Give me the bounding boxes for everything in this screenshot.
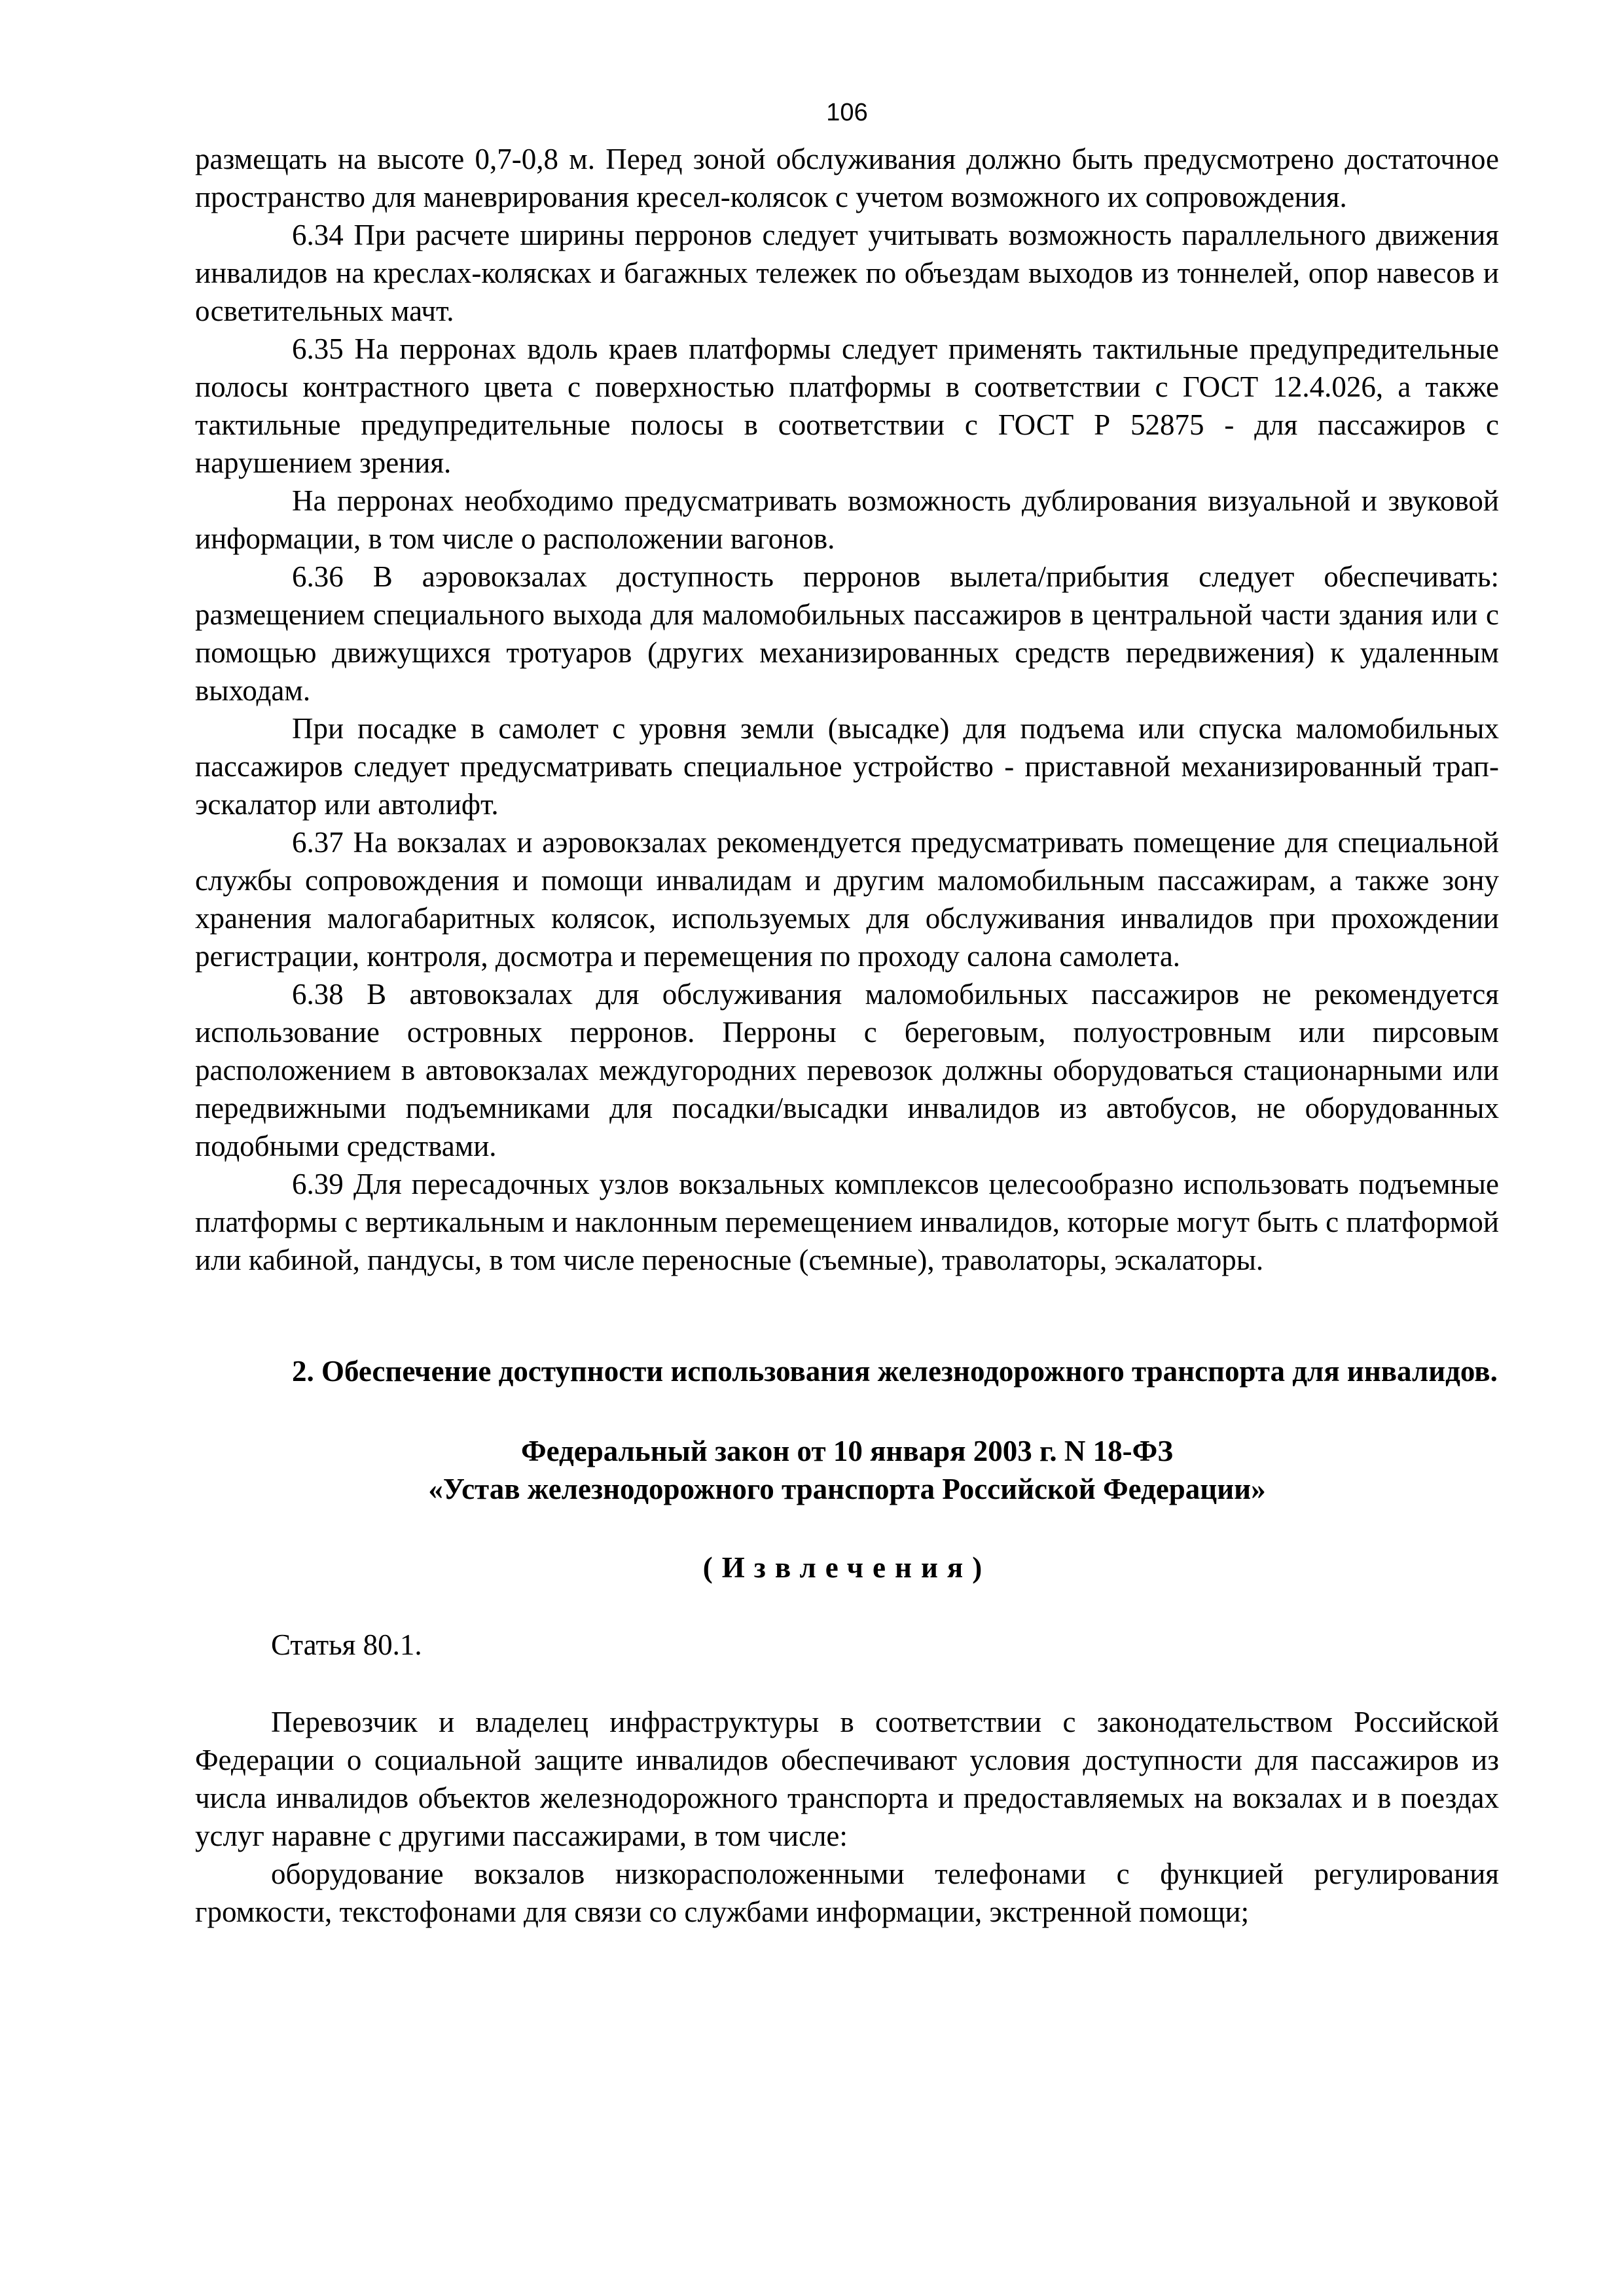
document-page [195, 97, 1499, 1931]
article-label: Статья 80.1. [271, 1628, 422, 1661]
law-title [195, 1432, 1499, 1508]
paragraph-6-36-boarding: При посадке в самолет с уровня земли (высадке) для подъема или спуска маломобильных пассажиров следует предусматривать специальное устройство - приставной механизированный трап-эскалатор или автолифт. [195, 712, 1499, 821]
paragraph-6-34: 6.34 При расчете ширины перронов следует учитывать возможность параллельного движения инвалидов на креслах-колясках и багажных тележек по объездам выходов из тоннелей, опор навесов и осветительных мачт. [195, 219, 1499, 327]
law-title-line-2: «Устав железнодорожного транспорта Российской Федерации» [428, 1473, 1266, 1505]
section-heading: 2. Обеспечение доступности использования железнодорожного транспорта для инвалидов. [292, 1355, 1498, 1388]
article-paragraph-equipment: оборудование вокзалов низкорасположенными телефонами с функцией регулирования громкости, текстофонами для связи со службами информации, экстренной помощи; [195, 1857, 1499, 1928]
paragraph-6-38: 6.38 В автовокзалах для обслуживания маломобильных пассажиров не рекомендуется использование островных перронов. Перроны с береговым, полуостровным или пирсовым расположением в автовокзалах междугородних перевозок должны оборудоваться стационарными или передвижными подъемниками для посадки/высадки инвалидов из автобусов, не оборудованных подобными средствами. [195, 978, 1499, 1162]
paragraph-6-35: 6.35 На перронах вдоль краев платформы следует применять тактильные предупредительные полосы контрастного цвета с поверхностью платформы в соответствии с ГОСТ 12.4.026, а также тактильные предупредительные полосы в соответствии с ГОСТ Р 52875 - для пассажиров с нарушением зрения. [195, 332, 1499, 479]
law-title-line-1: Федеральный закон от 10 января 2003 г. N 18-ФЗ [520, 1435, 1174, 1467]
paragraph-6-37: 6.37 На вокзалах и аэровокзалах рекомендуется предусматривать помещение для специальной службы сопровождения и помощи инвалидам и другим маломобильным пассажирам, а также зону хранения малогабаритных колясок, используемых для обслуживания инвалидов при прохождении регистрации, контроля, досмотра и перемещения по проходу салона самолета. [195, 826, 1499, 973]
article-paragraph: Перевозчик и владелец инфраструктуры в соответствии с законодательством Российской Федерации о социальной защите инвалидов обеспечивают условия доступности для пассажиров из числа инвалидов объектов железнодорожного транспорта и предоставляемых на вокзалах и в поездах услуг наравне с другими пассажирами, в том числе: [195, 1706, 1499, 1852]
paragraph-6-35-info: На перронах необходимо предусматривать возможность дублирования визуальной и звуковой информации, в том числе о расположении вагонов. [195, 484, 1499, 555]
page-number: 106 [826, 99, 868, 126]
paragraph-6-39: 6.39 Для пересадочных узлов вокзальных комплексов целесообразно использовать подъемные платформы с вертикальным и наклонным перемещением инвалидов, которые могут быть с платформой или кабиной, пандусы, в том числе переносные (съемные), траволаторы, эскалаторы. [195, 1168, 1499, 1276]
paragraph-6-36: 6.36 В аэровокзалах доступность перронов вылета/прибытия следует обеспечивать: размещением специального выхода для маломобильных пассажиров в центральной части здания или с помощью движущихся тротуаров (других механизированных средств передвижения) к удаленным выходам. [195, 560, 1499, 707]
extract-label: (Извлечения) [702, 1551, 992, 1584]
paragraph-continuation: размещать на высоте 0,7-0,8 м. Перед зоной обслуживания должно быть предусмотрено достаточное пространство для маневрирования кресел-колясок с учетом возможного их сопровождения. [195, 143, 1499, 213]
